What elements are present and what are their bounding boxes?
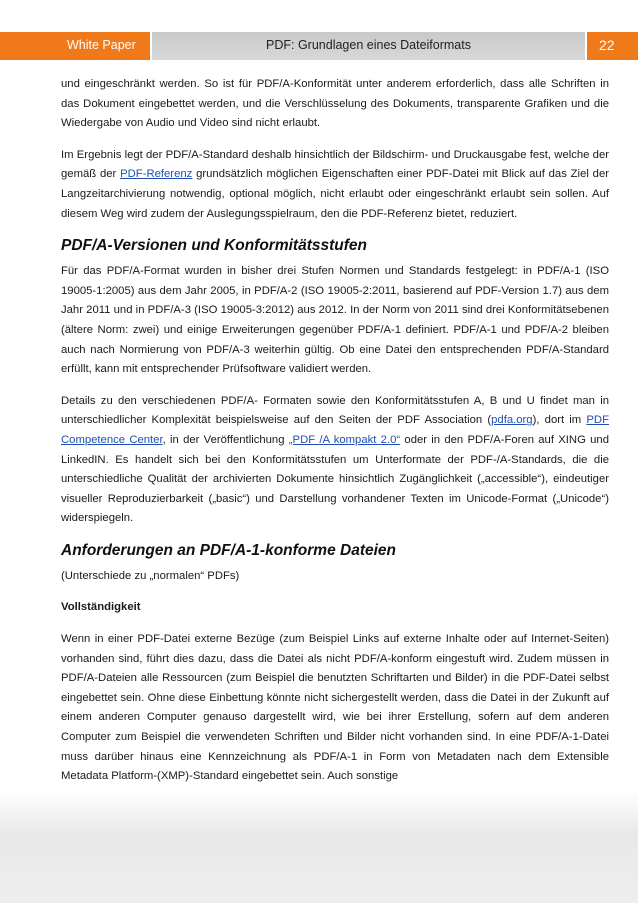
header-title-box bbox=[152, 32, 585, 60]
page-number: 22 bbox=[599, 37, 615, 53]
paragraph-4-text-a: Details zu den verschiedenen PDF/A- Formaten sowie den Konformitätsstufen A, B und U findet man in unterschiedlicher Komplexität beispielsweise auf den Seiten der PDF Association ( bbox=[61, 394, 609, 427]
paragraph-3: Für das PDF/A-Format wurden in bisher drei Stufen Normen und Standards festgelegt: in PDF/A-1 (ISO 19005-1:2005) aus dem Jahr 2005, in PDF/A-2 (ISO 19005-2:2011, basierend auf PDF-Version 1.7) aus dem Jahr 2011 und in PDF/A-3 (ISO 19005-3:2012) aus 2012. In der Norm von 2011 sind drei Konformitätsebenen (ältere Norm: zwei) und einige Erweiterungen gegenüber PDF/A-1 definiert. PDF/A-1 und PDF/A-2 bleiben auch nach Normierung von PDF/A-3 weiterhin gültig. Ob eine Datei den entsprechenden PDF/A-Standard erfüllt, kann mit entsprechender Prüfsoftware validiert werden. bbox=[61, 265, 609, 376]
paragraph-4-text-b: ), dort im bbox=[532, 414, 587, 427]
header-label-box bbox=[0, 32, 150, 60]
paragraph-5: (Unterschiede zu „normalen“ PDFs) bbox=[61, 569, 240, 582]
footer-shading bbox=[0, 790, 638, 903]
paragraph-4-text-d: oder in den PDF/A-Foren auf XING und LinkedIN. Es handelt sich bei den Konformitätsstufen um Unterformate der PDF-/A-Standards, die die unterschiedliche Qualität der archivierten Dokumente hinsichtlich Zugänglichkeit („accessible“), eindeutiger visueller Reproduzierbarkeit („basic“) und Darstellung vorhandener Texten im Unicode-Format („Unicode“) widerspiegeln. bbox=[61, 433, 609, 525]
heading-versions: PDF/A-Versionen und Konformitätsstufen bbox=[61, 237, 367, 255]
paragraph-2-text-a: Im Ergebnis legt der PDF/A-Standard deshalb hinsichtlich der Bildschirm- und Druckausgabe fest, welche der gemäß der bbox=[61, 148, 609, 181]
pdfa-kompakt-link[interactable]: „PDF /A kompakt 2.0“ bbox=[288, 433, 401, 446]
pdf-referenz-link[interactable]: PDF-Referenz bbox=[120, 168, 193, 181]
page-number-box bbox=[587, 32, 638, 60]
header-label: White Paper bbox=[67, 38, 136, 52]
page-header bbox=[0, 32, 638, 60]
page-body bbox=[61, 75, 609, 799]
paragraph-2 bbox=[61, 146, 609, 224]
competence-center-link[interactable]: PDF Competence Center bbox=[61, 414, 609, 446]
heading-completeness: Vollständigkeit bbox=[61, 601, 141, 614]
paragraph-1: und eingeschränkt werden. So ist für PDF/A-Konformität unter anderem erforderlich, dass alle Schriften in das Dokument eingebettet werden, und die Verschlüsselung des Dokuments, transparente Grafiken und die Wiedergabe von Audio und Video sind nicht erlaubt. bbox=[61, 78, 609, 130]
header-title: PDF: Grundlagen eines Dateiformats bbox=[266, 38, 471, 52]
paragraph-6: Wenn in einer PDF-Datei externe Bezüge (zum Beispiel Links auf externe Inhalte oder auf Internet-Seiten) vorhanden sind, führt dies dazu, dass die Datei als nicht PDF/A-konform eingestuft wird. Zudem müssen in PDF/A-Dateien alle Ressourcen (zum Beispiel die benutzten Schriftarten und Bilder) in die PDF-Datei selbst eingebettet sein. Ohne diese Einbettung könnte nicht sichergestellt werden, dass die Datei in der Zukunft auf einem anderen Computer genauso dargestellt wird, wie bei ihrer Erstellung, sofern auf dem anderen Computer zum Beispiel die verwendeten Schriften und Bilder nicht vorhanden sind. In eine PDF/A-1-Datei muss darüber hinaus eine Kennzeichnung als PDF/A-1 in Form von Metadaten nach dem Extensible Metadata Platform-(XMP)-Standard eingebettet sein. Auch sonstige bbox=[61, 633, 609, 783]
paragraph-2-text-b: grundsätzlich möglichen Eigenschaften einer PDF-Datei mit Blick auf das Ziel der Langzeitarchivierung notwendig, optional möglich, nicht erlaubt oder eingeschränkt erlaubt sein sollen. Auf diesem Weg wird zudem der Auslegungsspielraum, den die PDF-Referenz bietet, reduziert. bbox=[61, 168, 609, 220]
paragraph-4-text-c: , in der Veröffentlichung bbox=[162, 433, 289, 446]
pdfa-org-link[interactable]: pdfa.org bbox=[491, 414, 533, 427]
heading-requirements: Anforderungen an PDF/A-1-konforme Dateien bbox=[61, 541, 396, 559]
paragraph-4 bbox=[61, 392, 609, 529]
